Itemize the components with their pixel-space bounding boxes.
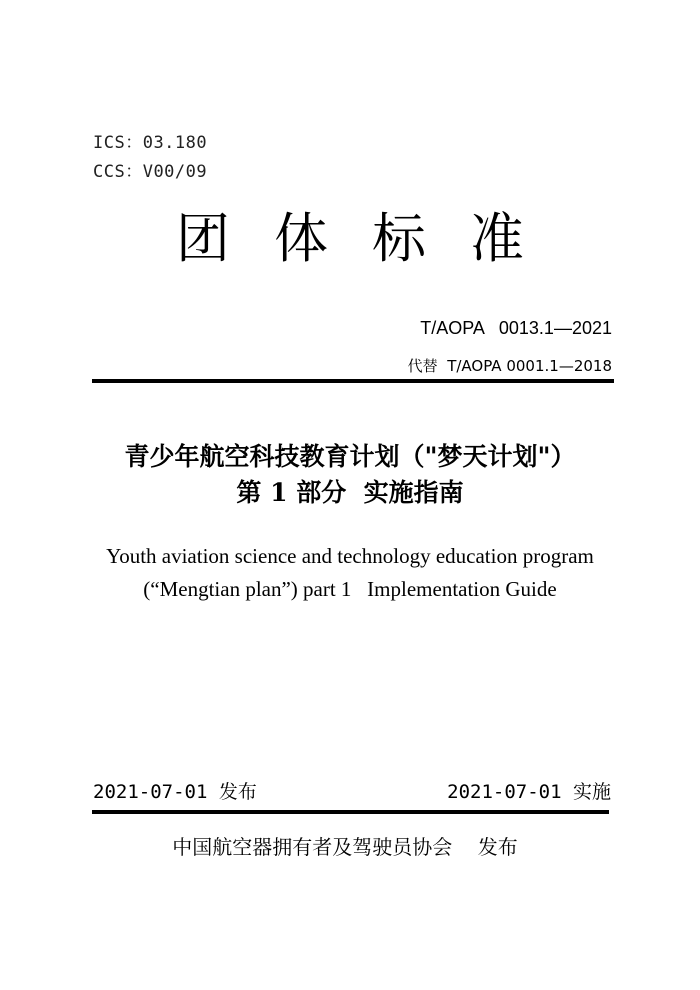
english-title-line-1: Youth aviation science and technology education program [106,544,594,568]
bottom-divider [92,810,609,814]
top-divider [92,379,614,383]
chinese-title-line-1: 青少年航空科技教育计划（"梦天计划"） [124,442,576,471]
standard-number: T/AOPA 0013.1—2021 [420,318,612,338]
ccs-code: CCS：V00/09 [93,162,208,182]
ics-code: ICS：03.180 [93,133,208,153]
issue-date: 2021-07-01 发布 [93,781,257,803]
english-title-line-2: (“Mengtian plan”) part 1 Implementation Guide [143,577,557,601]
publisher: 中国航空器拥有者及驾驶员协会 发布 [172,835,518,859]
chinese-title-line-2: 第 1 部分 实施指南 [236,478,464,507]
implementation-date: 2021-07-01 实施 [447,781,611,803]
document-type-heading: 团体标准 [176,207,568,270]
replaced-standard: 代替 T/AOPA 0001.1—2018 [407,357,612,375]
